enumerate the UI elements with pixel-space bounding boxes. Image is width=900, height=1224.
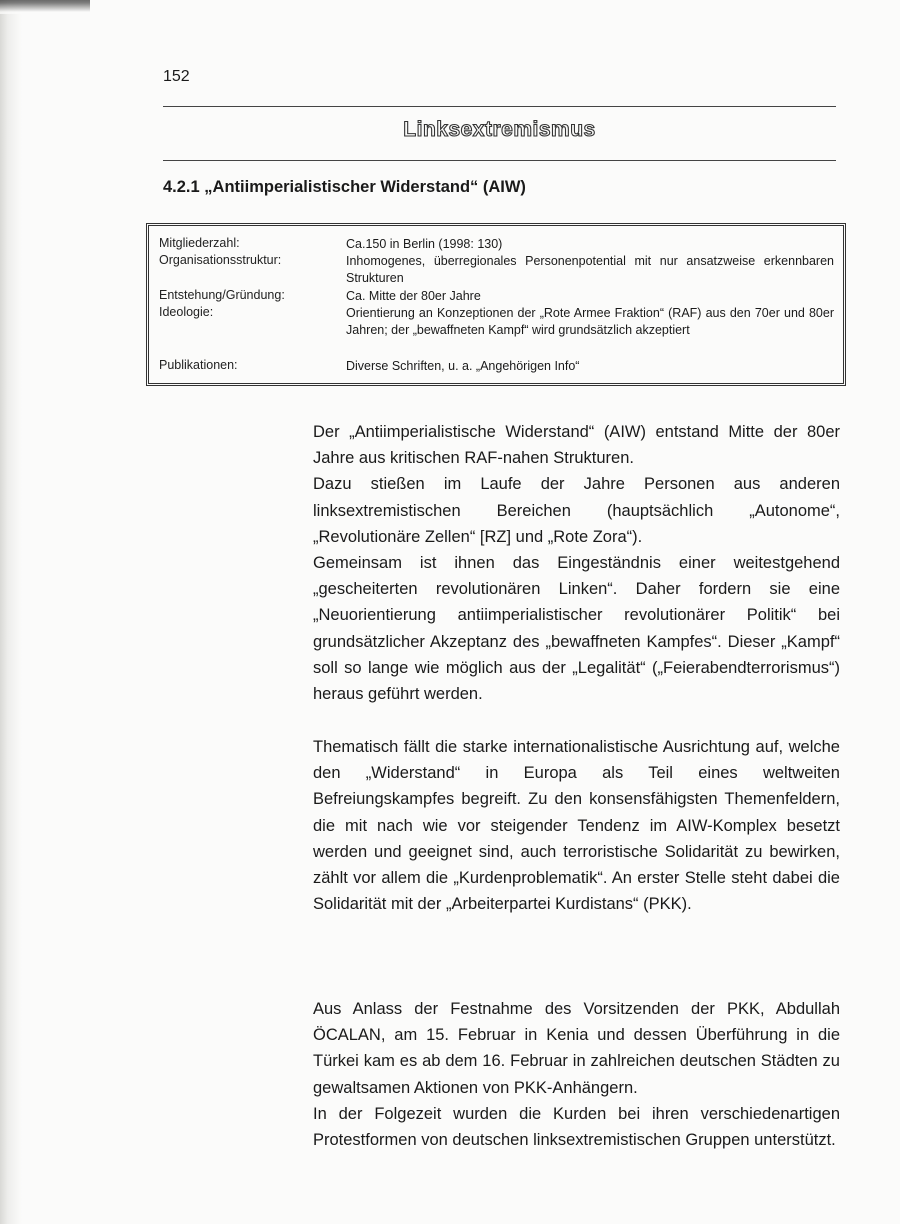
chapter-heading: 4.2.1 „Antiimperialistischer Widerstand“ (AIW) <box>163 178 526 196</box>
fact-label: Entstehung/Gründung: <box>159 288 285 302</box>
fact-value: Orientierung an Konzeptionen der „Rote Armee Fraktion“ (RAF) aus den 70er und 80er Jahren; der „bewaffneten Kampf“ wird grundsätzlich akzeptiert <box>346 306 834 337</box>
header-rule-bottom <box>163 160 836 161</box>
scan-corner-mark <box>0 0 90 14</box>
fact-value: Ca. Mitte der 80er Jahre <box>346 289 481 303</box>
scan-edge-shadow <box>0 0 22 1224</box>
section-title: Linksextremismus <box>403 118 596 141</box>
paragraph: Thematisch fällt die starke internationalistische Ausrichtung auf, welche den „Widerstand“ in Europa als Teil eines weltweiten Befreiungskampfes begreift. Zu den konsensfähigsten Themenfeldern, die mit nach wie vor steigender Tendenz im AIW-Komplex besetzt werden und geeignet sind, auch terroristische Solidarität zu bewirken, zählt vor allem die „Kurdenproblematik“. An erster Stelle steht dabei die Solidarität mit der „Arbeiterpartei Kurdistans“ (PKK). <box>313 738 840 914</box>
paragraph: In der Folgezeit wurden die Kurden bei ihren verschiedenartigen Protestformen von deutschen linksextremistischen Gruppen unterstützt. <box>313 1104 840 1150</box>
paragraph: Dazu stießen im Laufe der Jahre Personen aus anderen linksextremistischen Bereichen (hauptsächlich „Autonome“, „Revolutionäre Zellen“ [RZ] und „Rote Zora“). <box>313 475 840 546</box>
fact-value: Ca.150 in Berlin (1998: 130) <box>346 237 503 251</box>
fact-value: Inhomogenes, überregionales Personenpotential mit nur ansatzweise erkennbaren Strukturen <box>346 254 834 285</box>
body-block-3 <box>313 996 840 1153</box>
fact-label: Mitgliederzahl: <box>159 236 240 250</box>
fact-value: Diverse Schriften, u. a. „Angehörigen Info“ <box>346 359 580 373</box>
fact-box <box>146 223 846 386</box>
paragraph: Gemeinsam ist ihnen das Eingeständnis einer weitestgehend „gescheiterten revolutionären Linken“. Daher fordern sie eine „Neuorientierung antiimperialistischer revolutionärer Politik“ bei grundsätzlicher Akzeptanz des „bewaffneten Kampfes“. Dieser „Kampf“ soll so lange wie möglich aus der „Legalität“ („Feierabendterrorismus“) heraus geführt werden. <box>313 554 840 704</box>
header-rule-top <box>163 106 836 107</box>
paragraph: Aus Anlass der Festnahme des Vorsitzenden der PKK, Abdullah ÖCALAN, am 15. Februar in Kenia und dessen Überführung in die Türkei kam es ab dem 16. Februar in zahlreichen deutschen Städten zu gewaltsamen Aktionen von PKK-Anhängern. <box>313 1000 840 1097</box>
page-number: 152 <box>163 68 190 85</box>
fact-label: Organisationsstruktur: <box>159 253 282 267</box>
fact-label: Ideologie: <box>159 305 214 319</box>
fact-label: Publikationen: <box>159 358 238 372</box>
paragraph: Der „Antiimperialistische Widerstand“ (AIW) entstand Mitte der 80er Jahre aus kritischen RAF-nahen Strukturen. <box>313 423 840 468</box>
body-block-1 <box>313 419 840 707</box>
body-block-2 <box>313 734 840 917</box>
